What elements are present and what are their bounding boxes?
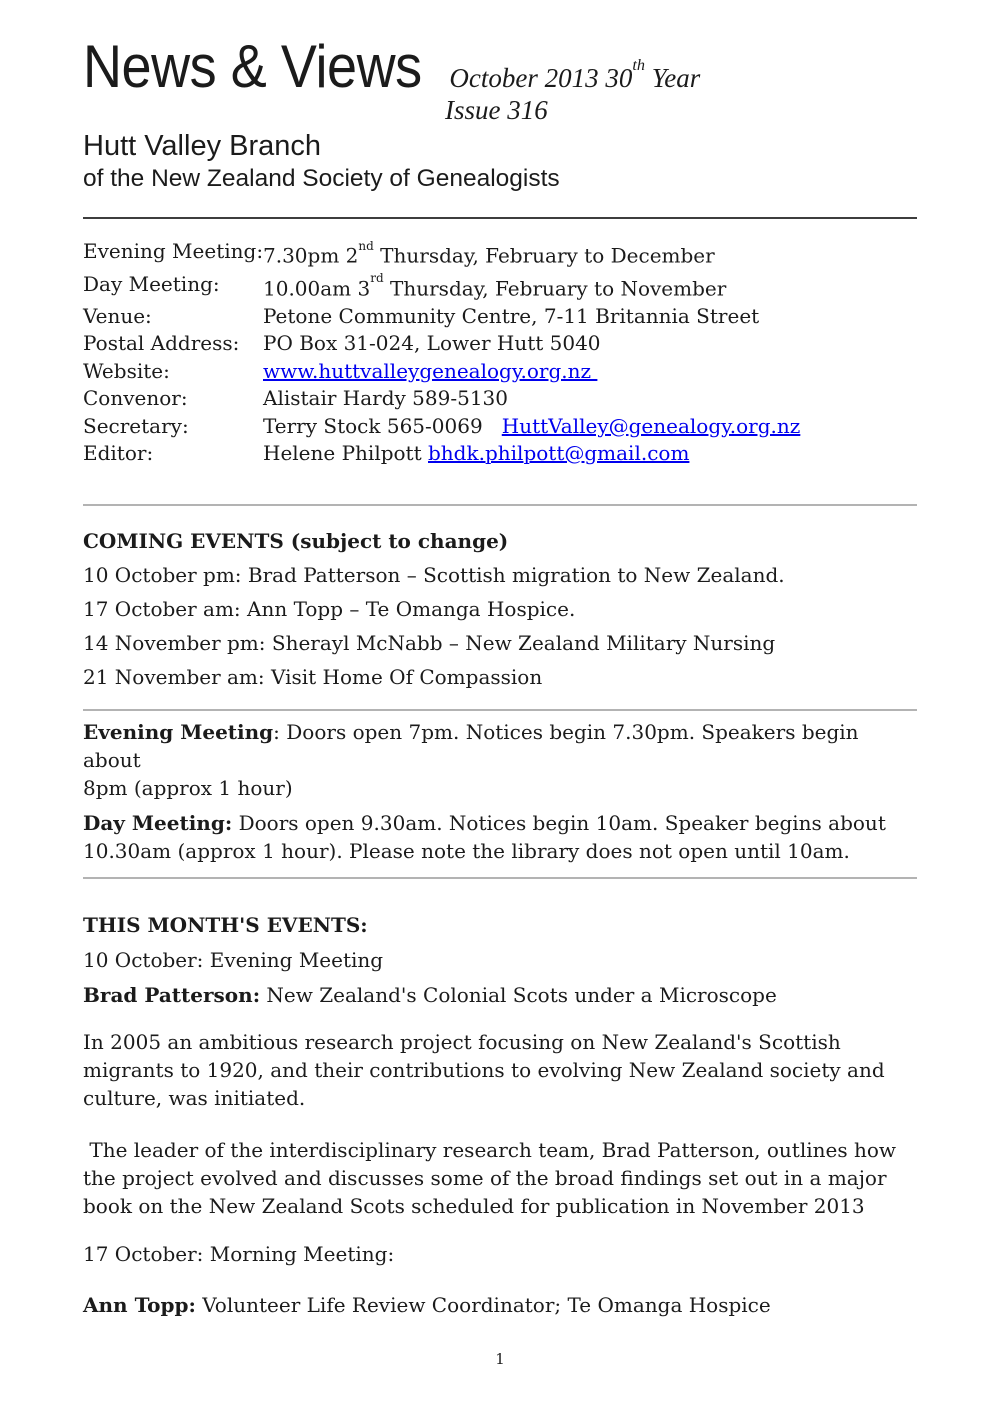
event-date-line: 10 October: Evening Meeting xyxy=(83,947,384,972)
speaker-topic: Volunteer Life Review Coordinator; Te Omanga Hospice xyxy=(195,1292,771,1317)
contact-label-venue: Venue: xyxy=(83,303,152,328)
contact-label-website: Website: xyxy=(83,358,170,383)
evening-meeting-bold: Evening Meeting xyxy=(83,719,274,744)
paragraph-line: culture, was initiated. xyxy=(83,1085,306,1110)
section-divider xyxy=(83,709,917,711)
ordinal-superscript: th xyxy=(632,55,645,74)
day-time-rest: Thursday, February to November xyxy=(383,276,727,301)
paragraph-line: migrants to 1920, and their contributions to evolving New Zealand society and xyxy=(83,1057,885,1082)
issue-date-text: October 2013 30 xyxy=(449,63,633,93)
day-time-text: 10.00am 3 xyxy=(263,276,371,301)
contact-value-postal-address: PO Box 31-024, Lower Hutt 5040 xyxy=(263,331,601,356)
issue-number: Issue 316 xyxy=(445,95,548,125)
contact-value-evening-meeting xyxy=(263,238,917,270)
event-item: 14 November pm: Sherayl McNabb – New Zealand Military Nursing xyxy=(83,630,776,655)
coming-events-section xyxy=(83,527,917,691)
evening-meeting-text: : Doors open 7pm. Notices begin 7.30pm. Speakers begin about xyxy=(83,719,865,772)
contact-label-editor: Editor: xyxy=(83,441,154,466)
event-item: 10 October pm: Brad Patterson – Scottish migration to New Zealand. xyxy=(83,562,785,587)
day-meeting-schedule xyxy=(83,809,917,865)
contact-value-venue: Petone Community Centre, 7-11 Britannia Street xyxy=(263,303,760,328)
speaker-topic: New Zealand's Colonial Scots under a Microscope xyxy=(260,982,777,1007)
issue-date xyxy=(449,55,701,93)
editor-name: Helene Philpott xyxy=(263,441,428,466)
ordinal-superscript: nd xyxy=(358,239,374,254)
event-item: 21 November am: Visit Home Of Compassion xyxy=(83,664,543,689)
event-date-line: 17 October: Morning Meeting: xyxy=(83,1241,395,1266)
masthead xyxy=(83,33,917,100)
contact-value-website xyxy=(263,358,917,386)
paragraph-line: In 2005 an ambitious research project focusing on New Zealand's Scottish xyxy=(83,1029,841,1054)
newsletter-title: News & Views xyxy=(83,33,422,100)
issue-date-year: Year xyxy=(644,63,701,93)
day-meeting-bold: Day Meeting: xyxy=(83,810,233,835)
day-meeting-text-2: 10.30am (approx 1 hour). Please note the library does not open until 10am. xyxy=(83,838,850,863)
evening-meeting-text-2: 8pm (approx 1 hour) xyxy=(83,775,293,800)
contact-label-evening-meeting: Evening Meeting: xyxy=(83,239,264,264)
society-name: of the New Zealand Society of Genealogists xyxy=(83,164,560,192)
this-month-heading: THIS MONTH'S EVENTS: xyxy=(83,912,368,937)
paragraph-line: book on the New Zealand Scots scheduled for publication in November 2013 xyxy=(83,1193,865,1218)
evening-time-text: 7.30pm 2 xyxy=(263,244,359,269)
page-number: 1 xyxy=(495,1350,505,1368)
speaker-line xyxy=(83,981,917,1009)
this-month-section xyxy=(83,911,917,1319)
body-paragraph xyxy=(83,1028,917,1112)
contact-label-day-meeting: Day Meeting: xyxy=(83,271,220,296)
contact-value-day-meeting xyxy=(263,271,917,303)
contact-label-secretary: Secretary: xyxy=(83,413,189,438)
speaker-line xyxy=(83,1291,917,1319)
contact-value-secretary xyxy=(263,413,917,441)
contact-label-convenor: Convenor: xyxy=(83,386,188,411)
secretary-email-link[interactable]: HuttValley@genealogy.org.nz xyxy=(501,413,801,438)
branch-name: Hutt Valley Branch xyxy=(83,130,322,162)
contact-details xyxy=(83,238,917,467)
speaker-name-bold: Ann Topp: xyxy=(83,1292,196,1317)
event-item: 17 October am: Ann Topp – Te Omanga Hospice. xyxy=(83,596,576,621)
secretary-name-phone: Terry Stock 565-0069 xyxy=(263,413,502,438)
website-link[interactable]: www.huttvalleygenealogy.org.nz xyxy=(263,358,598,383)
ordinal-superscript: rd xyxy=(370,271,384,286)
evening-time-rest: Thursday, February to December xyxy=(373,244,715,269)
contact-value-editor xyxy=(263,440,917,468)
body-paragraph xyxy=(83,1136,917,1220)
day-meeting-text: Doors open 9.30am. Notices begin 10am. Speaker begins about xyxy=(232,810,886,835)
paragraph-line: the project evolved and discusses some of the broad findings set out in a major xyxy=(83,1165,887,1190)
section-divider xyxy=(83,504,917,506)
contact-value-convenor: Alistair Hardy 589-5130 xyxy=(263,386,508,411)
contact-label-postal-address: Postal Address: xyxy=(83,331,240,356)
paragraph-line: The leader of the interdisciplinary research team, Brad Patterson, outlines how xyxy=(83,1137,897,1162)
header-divider xyxy=(83,217,917,219)
evening-meeting-schedule xyxy=(83,718,917,802)
coming-events-heading: COMING EVENTS (subject to change) xyxy=(83,528,509,553)
speaker-name-bold: Brad Patterson: xyxy=(83,982,261,1007)
section-divider xyxy=(83,877,917,879)
editor-email-link[interactable]: bhdk.philpott@gmail.com xyxy=(428,441,690,466)
